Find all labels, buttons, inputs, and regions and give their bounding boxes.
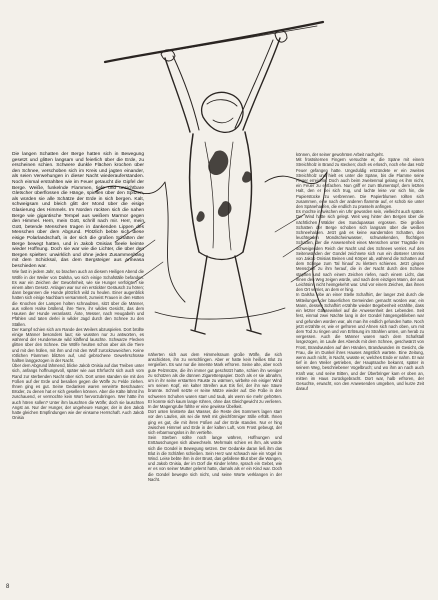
paragraph: Es mochte inzwischen ein Uhr geworden sein, vielleicht auch später. Der Wind hatte sich gelegt. Weit weg hinter den Bergen über die nächtlichen Wälder des Sundupassas ergossen. Die großen Schatten der Berge schoben sich langsam über die weißen Schneehalden. Jetzt gab es keine wandernden Schatten, den leuchtenden Mondscheinwasser, schwankenden, flüchtigen Schatten, der die Anwesenheit eines Menschen unter Tragödie im schweigenden Reich der Nacht und des Schnees verriet. Auf den Seitenwänden der Gondel zeichnete sich nun ein düsterer Umriss von Jakob Onisias Beinen und Körper ab, während die Schatten auf dem Schnee zum Tal hinauf zu klettern schienen. Jetzt gingen Menschen zu ihm herauf, die in der Nacht durch den Schnee stapften und nach einem Zeichen riefen, nach einem Licht, das ihnen den Weg zeigen würde, und nach dem einzigen Mann, der aus Leichtsinn nicht heimgekehrt war. Und vor einem Zeichen, das ihnen den Ort verriet, an dem er hing.: [296, 209, 424, 293]
paragraph: Wie fast in jedem Jahr, so brachen auch an diesem Heiligen Abend die Wölfe in der Weiler von Dalsha, wo sich einige Schafställe befanden. Es war ein Zeichen der Gewohnheit, wie sie Hunger verfolgten sie einem alten Gesetz. Anlagen war nur ein erstickter Geräusch zu hören; dann begannen die Hunde plötzlich wild zu heulen. Einer augenblick hatten sich einige Nachbarn versammelt, zumeist Frauen in den Hütten die Knochen der Lampen holten schnaubten, sitzt über die Männer, aus vollem Halse brüllend, ihre Tiere, ihr wildes Gesicht, das dem Hausen der Hunde veranlasst. Äxte, Messer, nach Heugabeln und Pfählen und taten derlei in wilder Jagd durch den Schnee zu den Ställen.: [12, 269, 144, 327]
paragraph: Über dem Abgrund lähmend, blicke Jakob Onisia auf das Treiben unter sich, anfangs hoffnungsvoll, später wie aus Ehrfurcht sich auch vom Rand zur sterbenden Nacht über sich. Dort unten standen sie mit den Füßen auf der Erde und besaßen gegen die Wölfe zu Felde ziehen. Ihnen ging es gut. Seine Gedanken waren verwirrte Beschauten: Brüder, zu denen hat er sich gesellen können. Aber die Kälte lähmt ihn zuschauend, er vermochte kein Wort hervorzubringen. Wer hätte ihn auch hören sollen? Unter ihm lauschten die Wölfe; doch sie lauschten Angst an. Nur der Hunger, der ungeheure Hunger, der in den Jakob hatte gleichen Empfindungen wie der einsame Herrschaft. Auch Jakob Onisia: [12, 363, 144, 421]
paragraph: Mit frostsiternen Fingern versuchte er, die Späne mit einem Streichholz in Brand zu stecken; doch es erlosch, noch ehe das Holz Feuer gefangen hatte. Ungeduldig entzündete er ein zweites Streichholz und hielt es unter die Späne, bis die Flamme seine Finger erreichte. Doch auch beim zweitenmal gelang es ihm nicht, ein Feuer zu entfachen. Nun griff er zum Blumentopf, dem letzten Halt, den er bei sich trug, und lachte leise vor sich hin, die Papierstücke zu verbrennen. Die Papierblumen rollten sich zusammen, eine nach der anderen flammte auf, er schob sie unter den Spänehaufen, die endlich zu prasseln anfingen.: [296, 157, 424, 210]
paragraph: Der Kampf schien sich am Rande des Weilers abzuspielen. Dort brüllte einige Männer besonders laut; sie wussten nur zu antworten, es während der Hundemeute wild kläffend lauschte. Schwarze Flecken glitten über den Schnee. Die Wölfe heulten schon aber als die Tiere und mit den hüllen, mit ihm und mit den Wolf zurückzuweichen. Keine rötlichen Flammen blitzten auf, und gebrochene Gewehrschüsse hallten langgezogen in der Nacht.: [12, 326, 144, 363]
paragraph: Die langen Schatten der Berge hatten sich in Bewegung gesetzt und glitten langsam und feierlich über die Erde, zu erscheinen schien. Schwere dunkle Flächen krochen über den Schnee, verschoben sich im Kreis und jagten einander, als seien Verwehungen in dieser Nacht wiederauferstanden. Noch einmal erstrahlten wie im Feuer getaucht die Gipfel der Berge. Weiße, funkelnde Flammen, tiefe und unsichtbare Gletscher überflossen die Hänge, spielten über den Spitzen, als würden sie alle Schätze der Erde in sich bergen. Kalt, schweigsam und bleich glitt der Mond über die eisige Glasierung des Himmels. Im Norden rückten sich die nahen Berge wie gigantische Tempel aus weißem Marmor gegen den Himmel. Hern, mein Gott, schrill nach mir. Herr, mein Gott, betende Menschen tragen in dankenden Lippen des Menschen über dem Abgrund. Plötzlich bebte sich diese eisige Polarlandschaft, in der sich die großen Schatten der Berge bewegt hatten, und in Jakob Onisias Seele keimte wieder Hoffnung. Doch sie war wie die Lichter, die über den Bergen spielten: unwirklich und ohne jeden Zusammenhang mit dem Schicksal, das dem Bergsteiger aus Anneasa beschieden war.: [12, 152, 144, 269]
text-column-middle: [148, 352, 282, 482]
page-number: 8: [6, 584, 10, 590]
paragraph: Sein Sterben sollte noch lange währen, Hoffnungen und Enttäuschungen sich abwechseln. Mehrmals schien es ihm, als würde sich die Gondel in Bewegung setzen. Der Gedanke daran ließ ihm das Blut in die Schläfen schießen. Sein Herz war schwach wie ein Vogel im Wind. Leise bebte ihm in der Brust, das gefallene Blut über die Wangen, und Jakob Onisia, der im Dorf die Kinder lehrte, sprach ein Gebet, wie er es von seiner Mutter gelernt hatte, damals als er ein Kind war. Doch die Gondel bewegte sich nicht, und seine Worte verklangen in der Nacht.: [148, 435, 282, 482]
text-column-right: [296, 152, 424, 391]
paragraph: näherten sich aus dem Himmelsraum große Wölfe, die sich anschickten, ihn zu verschlingen. Aber er hatte kein heißes Blut zu vergießen. Es war nur die innerste Mark erfroren. Seine alte, aber noch gute Pelzmütze, die ihn immer gut geschützt hatte, schien ihn weniger zu schützen als die dünnen Zigarettenpapier. Doch als er sie abnahm, um in ihr seine erstarrten Fäuste zu wärmen, wirbelte ein eisiger Wind um seinen Kopf, ein kalter Streifen aus Eis fiel, der ihn wie Säure brannte. Schnell setzte er seine Mütze wieder auf. Die Füße in den schweren Schuhen waren starr und taub, als wenn sie mehr gehörten. Er konnte sich kaum lange rühren, ohne das Gleichgewicht zu verlieren. In der Magengrube fühlte er eine gewisse Übelkeit.: [148, 352, 282, 410]
paragraph: Dort unten knisterte das Wasser, die Reste des Sommers lagen starr vor den Läufen, als sei die Welt mit gleichförmiger Stille erfüllt. Ihnen ging es gut, die mit ihren Füßen auf der Erde standen. Nur er hing zwischen Himmel und Erde in der kalten Luft, vom Frost gebeugt, der sich erbarmungslos in ihn vertiefte.: [148, 409, 282, 436]
text-column-left: [12, 152, 144, 420]
paragraph: In Dalsha lebe an einer Stelle Schafhirt, der langer Zeit durch die Mitteilungen der bäuerlichen Gemeinden gemacht worden war, ein Mann, dessen Schafhirt erzählte wieder Begebenheit erzählte, dass ein letzter Gänsewinkel auf die Anwesenheit des Lebenden. Seit fest, einmal zwei Nächte lang in der Gondel hängengeblieben war und gefunden worden war, als man ihn endlich gefunden hatte. Noch jetzt erzählte er, wie er gefroren und Ahnen sich nach oben, um mit dem Tod zu ringen und von Erlösung im Strahlen unten, um herab zu vergessen. Auch die Männer waren nach dem Schafstall losgezogen, im Laufe des Abends mit dem Schnee, geschwärzt von Frost, Brandwunden auf den Händen, Brandwunden im Gesicht, die Frau, die im Dunkel ihres Hauses ängstlich wartete. Eine Zeitung, wenn auch nicht, in Nacht, wusste er, welches Ende er nahm. Er war tief in den Weiler getrieben, der Hauptsache bekannt, später in seinem Weg, beschriebener Vogelbruch; und wo ihm an nach auch Kraft war, und seine Bitten, und der Überbringer kam er oben an, mitten im Haus zurückgebracht. Dort war, halb erfroren, der Gesuchte, erwacht, von den Anwesenden umgeben, und kurze Zeit darauf: [296, 292, 424, 392]
paragraph: können, der seiner gewohnten Arbeit nachgeht.: [296, 152, 384, 157]
